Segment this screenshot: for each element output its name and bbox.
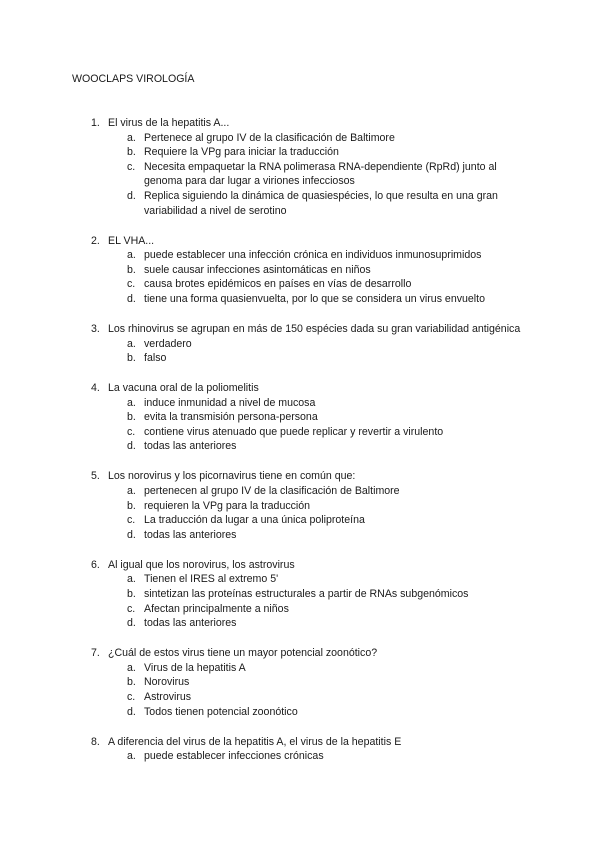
option-text: Afectan principalmente a niños (144, 602, 289, 615)
option-text: Pertenece al grupo IV de la clasificación de Baltimore (144, 131, 395, 144)
question-text: El virus de la hepatitis A... (108, 117, 230, 129)
option-list (0, 572, 600, 630)
answer-option (0, 277, 600, 292)
question-number: 2. (91, 234, 100, 247)
option-text: verdadero (144, 337, 192, 350)
question-item (0, 234, 600, 307)
option-list (0, 131, 600, 219)
question-text: La vacuna oral de la poliomelitis (108, 382, 259, 395)
option-text: induce inmunidad a nivel de mucosa (144, 396, 316, 409)
option-letter: d. (127, 528, 136, 541)
option-text: sintetizan las proteínas estructurales a partir de RNAs subgenómicos (144, 587, 469, 600)
question-number: 3. (91, 322, 100, 335)
answer-option (0, 248, 600, 263)
option-text: Requiere la VPg para iniciar la traducción (144, 146, 339, 159)
option-text: tiene una forma quasienvuelta, por lo que se considera un virus envuelto (144, 292, 485, 305)
question-list (0, 116, 600, 779)
option-letter: a. (127, 661, 136, 674)
option-letter: b. (127, 499, 136, 512)
option-text: falso (144, 352, 167, 365)
option-letter: d. (127, 440, 136, 453)
option-text: puede establecer infecciones crónicas (144, 750, 324, 763)
answer-option (0, 661, 600, 676)
option-list (0, 661, 600, 719)
answer-option (0, 439, 600, 454)
question-number: 4. (91, 382, 100, 395)
question-number: 1. (91, 117, 100, 129)
answer-option (0, 528, 600, 543)
answer-option (0, 145, 600, 160)
question-item (0, 381, 600, 454)
answer-option (0, 690, 600, 705)
question-text: ¿Cuál de estos virus tiene un mayor potencial zoonótico? (108, 647, 378, 660)
option-text: Tienen el IRES al extremo 5' (144, 573, 279, 586)
option-list (0, 484, 600, 542)
option-text: Astrovirus (144, 690, 192, 703)
answer-option (0, 572, 600, 587)
option-text: evita la transmisión persona-persona (144, 411, 318, 424)
option-letter: b. (127, 411, 136, 424)
option-text: todas las anteriores (144, 440, 237, 453)
option-letter: b. (127, 263, 136, 276)
option-letter: a. (127, 249, 136, 262)
option-text: Todos tienen potencial zoonótico (144, 705, 298, 718)
answer-option (0, 410, 600, 425)
option-letter: a. (127, 750, 136, 763)
option-letter: a. (127, 131, 136, 144)
answer-option (0, 675, 600, 690)
option-letter: c. (127, 425, 136, 438)
answer-option (0, 189, 600, 218)
question-number: 6. (91, 558, 100, 571)
answer-option (0, 499, 600, 514)
option-letter: c. (127, 602, 136, 615)
option-letter: d. (127, 189, 136, 202)
option-text: La traducción da lugar a una única poliproteína (144, 514, 365, 527)
option-text: contiene virus atenuado que puede replicar y revertir a virulento (144, 425, 444, 438)
question-item (0, 646, 600, 719)
question-number: 7. (91, 647, 100, 660)
option-list (0, 248, 600, 306)
option-letter: a. (127, 337, 136, 350)
answer-option (0, 337, 600, 352)
option-text: causa brotes epidémicos en países en vías de desarrollo (144, 278, 412, 291)
answer-option (0, 292, 600, 307)
option-letter: b. (127, 146, 136, 159)
option-letter: b. (127, 676, 136, 689)
option-list (0, 749, 600, 764)
answer-option (0, 616, 600, 631)
option-letter: b. (127, 352, 136, 365)
option-letter: a. (127, 485, 136, 498)
question-text: Los rhinovirus se agrupan en más de 150 espécies dada su gran variabilidad antigénica (108, 322, 521, 335)
option-text: todas las anteriores (144, 528, 237, 541)
question-item (0, 558, 600, 631)
option-list (0, 337, 600, 366)
option-text: suele causar infecciones asintomáticas en niños (144, 263, 371, 276)
question-text: Al igual que los norovirus, los astrovirus (108, 558, 295, 571)
answer-option (0, 351, 600, 366)
option-text: Replica siguiendo la dinámica de quasiespécies, lo que resulta en una gran variabilidad a nivel de serotino (144, 189, 498, 217)
option-letter: c. (127, 278, 136, 291)
question-item (0, 469, 600, 542)
question-text: Los norovirus y los picornavirus tiene en común que: (108, 470, 356, 483)
option-letter: d. (127, 292, 136, 305)
answer-option (0, 263, 600, 278)
answer-option (0, 425, 600, 440)
option-letter: d. (127, 617, 136, 630)
question-item (0, 116, 600, 218)
answer-option (0, 160, 600, 189)
option-text: puede establecer una infección crónica en individuos inmunosuprimidos (144, 249, 482, 262)
option-letter: a. (127, 396, 136, 409)
question-number: 8. (91, 735, 100, 748)
answer-option (0, 131, 600, 146)
answer-option (0, 484, 600, 499)
option-text: pertenecen al grupo IV de la clasificación de Baltimore (144, 485, 400, 498)
option-text: Necesita empaquetar la RNA polimerasa RNA-dependiente (RpRd) junto al genoma para dar lugar a viriones infecciosos (144, 160, 497, 188)
option-letter: c. (127, 690, 136, 703)
answer-option (0, 705, 600, 720)
option-letter: b. (127, 587, 136, 600)
option-list (0, 396, 600, 454)
answer-option (0, 749, 600, 764)
option-text: requieren la VPg para la traducción (144, 499, 311, 512)
option-text: Virus de la hepatitis A (144, 661, 246, 674)
question-text: EL VHA... (108, 234, 155, 247)
question-item (0, 322, 600, 366)
option-text: todas las anteriores (144, 617, 237, 630)
option-letter: a. (127, 573, 136, 586)
answer-option (0, 513, 600, 528)
document-title: WOOCLAPS VIROLOGÍA (72, 73, 195, 85)
option-letter: c. (127, 514, 136, 527)
question-number: 5. (91, 470, 100, 483)
option-text: Norovirus (144, 676, 190, 689)
question-item (0, 735, 600, 764)
question-text: A diferencia del virus de la hepatitis A, el virus de la hepatitis E (108, 735, 402, 748)
answer-option (0, 396, 600, 411)
answer-option (0, 587, 600, 602)
option-letter: d. (127, 705, 136, 718)
answer-option (0, 602, 600, 617)
option-letter: c. (127, 160, 136, 173)
